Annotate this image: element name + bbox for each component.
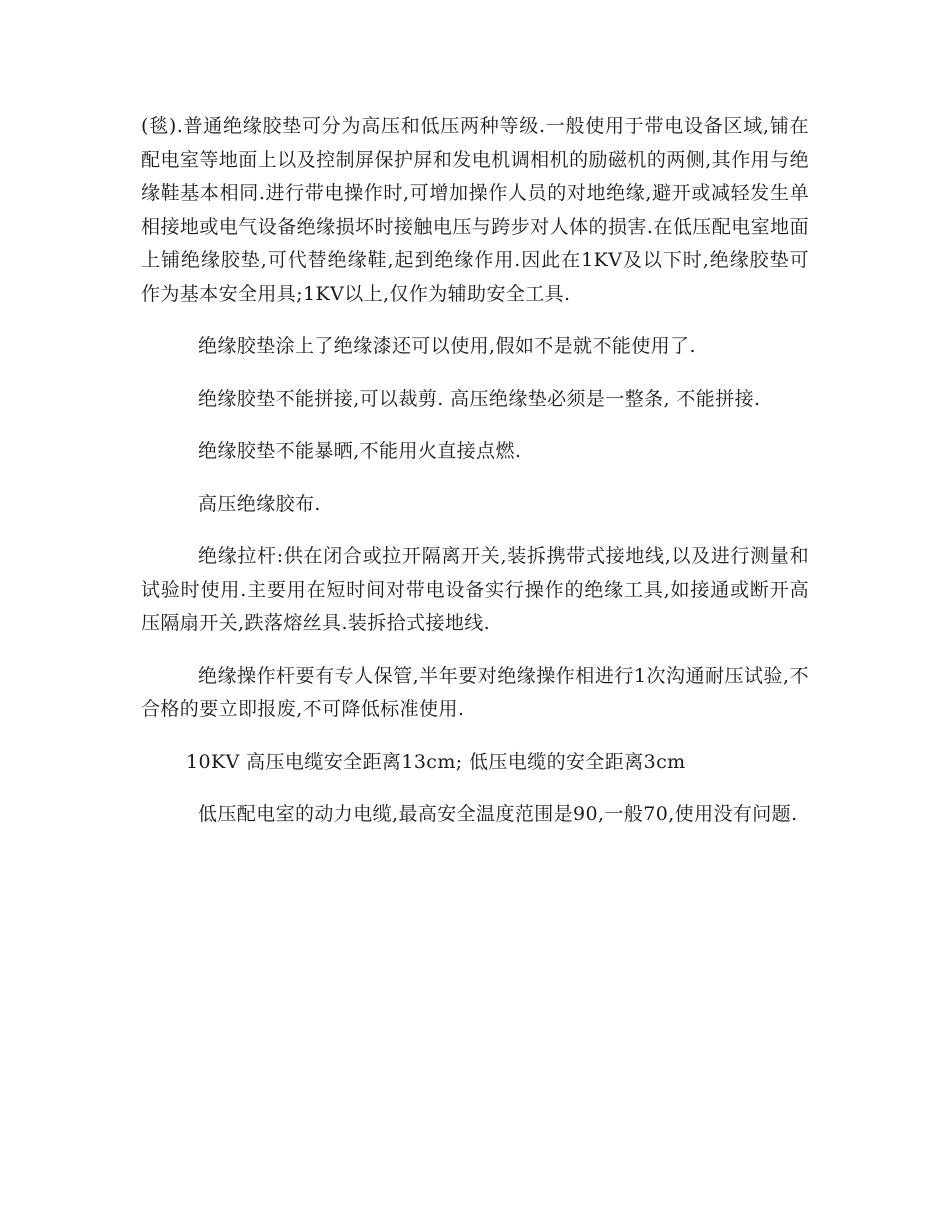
document-body bbox=[141, 110, 809, 832]
paragraph-insulating-mat-intro: (毯).普通绝缘胶垫可分为高压和低压两种等级.一般使用于带电设备区域,铺在配电室等地面上以及控制屏保护屏和发电机调相机的励磁机的两侧,其作用与绝缘鞋基本相同.进行带电操作时,可增加操作人员的对地绝缘,避开或减轻发生单相接地或电气设备绝缘损坏时接触电压与跨步对人体的损害.在低压配电室地面上铺绝缘胶垫,可代替绝缘鞋,起到绝缘作用.因此在1KV及以下时,绝缘胶垫可作为基本安全用具;1KV以上,仅作为辅助安全工具. bbox=[141, 115, 809, 305]
paragraph-cable-distance: 10KV 高压电缆安全距离13cm; 低压电缆的安全距离3cm bbox=[186, 750, 686, 773]
paragraph-high-voltage-tape: 高压绝缘胶布. bbox=[198, 492, 321, 515]
paragraph-insulating-rod: 绝缘拉杆:供在闭合或拉开隔离开关,装拆携带式接地线,以及进行测量和试验时使用.主要用在短时间对带电设备实行操作的绝缘工具,如接通或断开高压隔扇开关,跌落熔丝具.装拆拾式接地线. bbox=[141, 545, 809, 634]
paragraph-no-sun-exposure: 绝缘胶垫不能暴晒,不能用火直接点燃. bbox=[198, 440, 522, 462]
paragraph-insulating-paint: 绝缘胶垫涂上了绝缘漆还可以使用,假如不是就不能使用了. bbox=[198, 335, 696, 357]
paragraph-cable-temperature: 低压配电室的动力电缆,最高安全温度范围是90,一般70,使用没有问题. bbox=[198, 803, 798, 825]
paragraph-operating-rod-storage: 绝缘操作杆要有专人保管,半年要对绝缘操作相进行1次沟通耐压试验,不合格的要立即报废,不可降低标准使用. bbox=[141, 664, 809, 720]
paragraph-no-splicing: 绝缘胶垫不能拼接,可以裁剪. 高压绝缘垫必须是一整条, 不能拼接. bbox=[198, 387, 761, 410]
